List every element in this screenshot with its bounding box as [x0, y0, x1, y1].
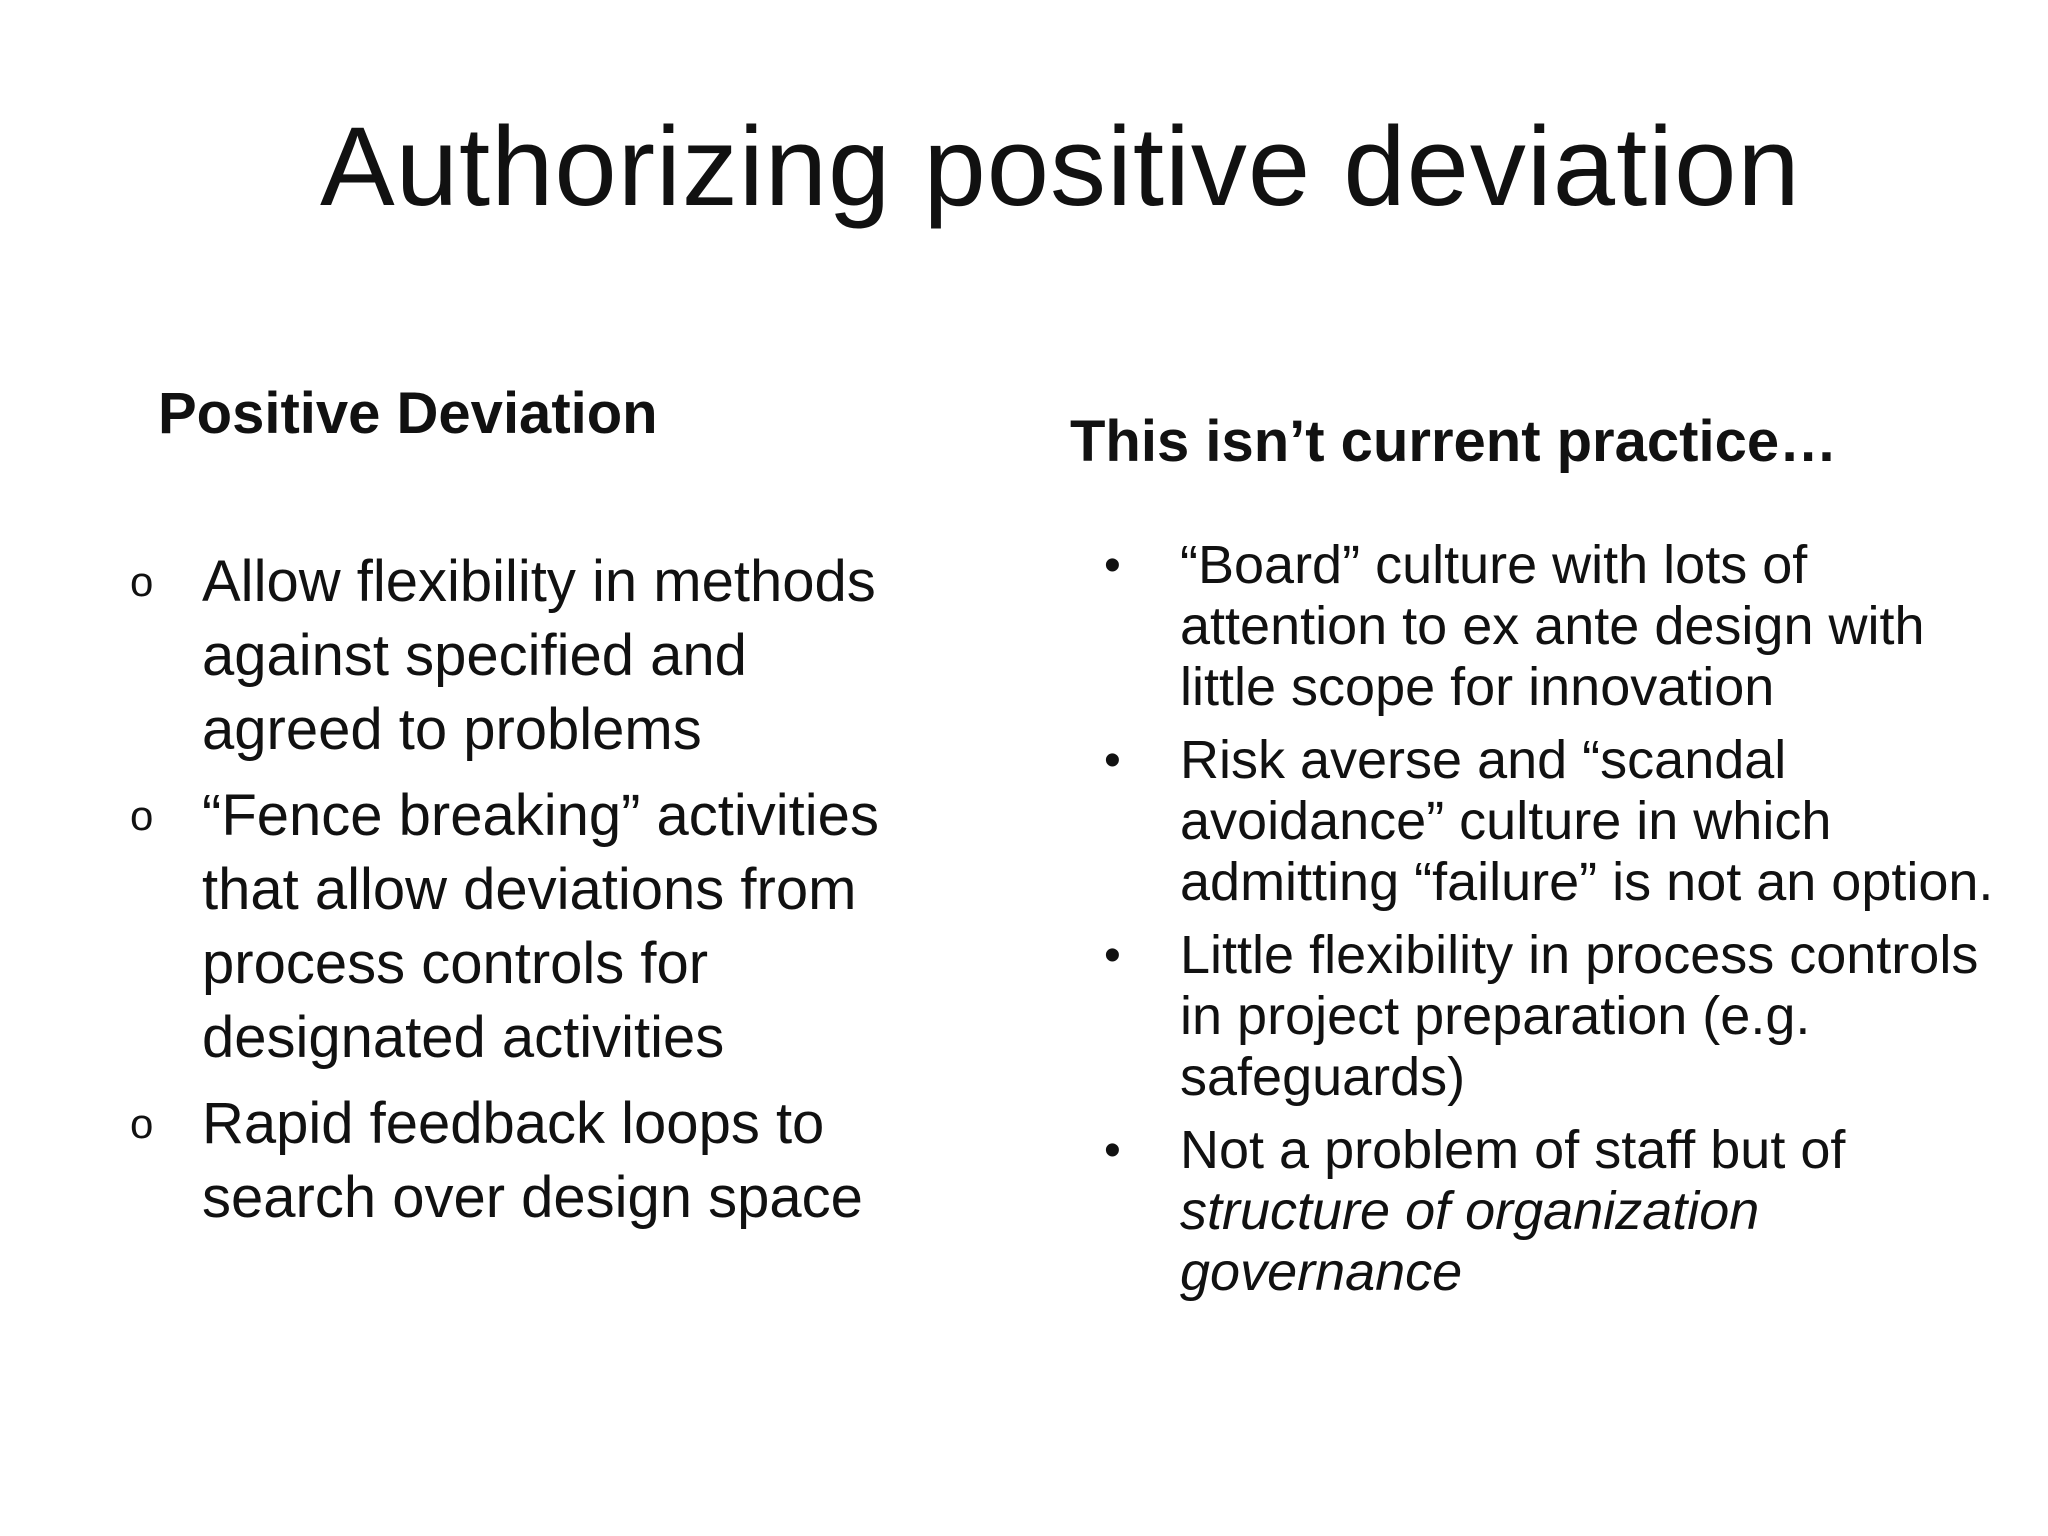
list-item-text: “Board” culture with lots of attention to ex ante design with little scope for innovation	[1180, 535, 1925, 717]
right-column-heading: This isn’t current practice…	[1070, 409, 1838, 474]
bullet-dot-icon: •	[1104, 1124, 1121, 1177]
list-item	[1100, 925, 2000, 1108]
list-item-text: Allow flexibility in methods against specified and agreed to problems	[202, 549, 876, 762]
list-item	[1100, 1120, 2000, 1303]
list-item-text: Little flexibility in process controls in project preparation (e.g. safeguards)	[1180, 925, 1979, 1107]
hollow-circle-bullet-icon: o	[130, 558, 154, 605]
list-item-emphasis: structure of organization governance	[1180, 1181, 1760, 1302]
list-item	[1100, 730, 2000, 913]
list-item-text: “Fence breaking” activities that allow deviations from process controls for designated activities	[202, 783, 879, 1070]
list-item-text: Rapid feedback loops to search over design space	[202, 1091, 863, 1230]
left-column-heading: Positive Deviation	[158, 381, 658, 446]
bullet-dot-icon: •	[1104, 539, 1121, 592]
right-bullet-list	[1100, 535, 2000, 1315]
list-item	[1100, 535, 2000, 718]
bullet-dot-icon: •	[1104, 929, 1121, 982]
left-bullet-list	[130, 545, 930, 1247]
hollow-circle-bullet-icon: o	[130, 792, 154, 839]
list-item	[130, 1087, 930, 1235]
list-item	[130, 779, 930, 1075]
slide-title: Authorizing positive deviation	[320, 104, 1801, 229]
list-item-text: Not a problem of staff but of	[1180, 1120, 1846, 1180]
hollow-circle-bullet-icon: o	[130, 1100, 154, 1147]
bullet-dot-icon: •	[1104, 734, 1121, 787]
list-item-text: Risk averse and “scandal avoidance” culture in which admitting “failure” is not an option.	[1180, 730, 1994, 912]
list-item	[130, 545, 930, 767]
